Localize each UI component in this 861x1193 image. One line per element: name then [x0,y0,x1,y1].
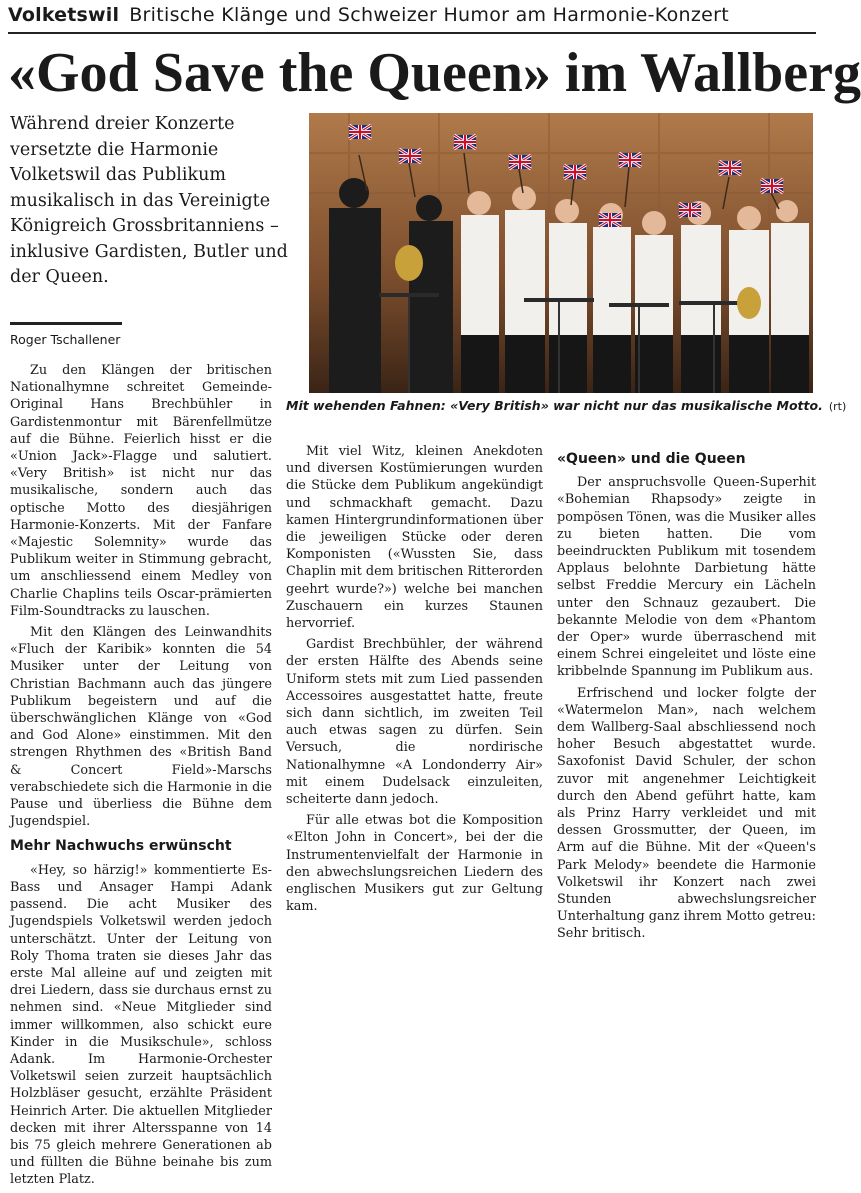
body-paragraph: Gardist Brechbühler, der während der ersten Hälfte des Abends seine Uniform stets mit zum Lied passenden Accessoires ausgestattet hatte, freute sich dann sichtlich, im zweiten Teil auch etwas sagen zu dürfen. Sein Versuch, die nordirische Nationalhymne «A Londonderry Air» mit einem Dudelsack einzuleiten, scheiterte dann jedoch. [286,637,543,808]
lead-paragraph: Während dreier Konzerte versetzte die Harmonie Volketswil das Publikum musikalisch in das Vereinigte Königreich Grossbritanniens – inklusive Gardisten, Butler und der Queen. [10,114,288,287]
caption-text: Mit wehenden Fahnen: «Very British» war nicht nur das musikalische Motto. [286,398,823,413]
author-byline: Roger Tschallener [10,332,121,347]
body-paragraph: Der anspruchsvolle Queen-Superhit «Bohemian Rhapsody» zeigte in pompösen Tönen, was die Musiker alles zu bieten hatten. Die vom beeindruckten Publikum mit tosendem Applaus belohnte Darbietung hätte selbst Freddie Mercury ein Lächeln unter den Schnauz gezaubert. Die bekannte Melodie von dem «Phantom der Oper» wurde überraschend mit einem Schrei eingeleitet und löste eine kribbelnde Spannung im Publikum aus. [557,475,816,680]
location-label: Volketswil [8,4,120,26]
subheading: «Queen» und die Queen [557,451,746,467]
headline: «God Save the Queen» im Wallberg [8,42,861,104]
photo-credit: (rt) [828,400,847,413]
kicker-subtitle: Britische Klänge und Schweizer Humor am Harmonie-Konzert [129,4,729,26]
concert-photo [309,113,813,393]
body-paragraph: Mit den Klängen des Leinwandhits «Fluch der Karibik» konnten die 54 Musiker unter der Leitung von Christian Bachmann auch das jüngere Publikum begeistern und auf die überschwänglichen Klänge von «God and God Alone» einstimmen. Mit den strengen Rhythmen des «British Band & Concert Field»-Marschs verabschiedete sich die Harmonie in die Pause und überliess die Bühne dem Jugendspiel. [10,625,272,830]
photo-caption [286,398,847,413]
body-paragraph: Erfrischend und locker folgte der «Watermelon Man», nach welchem dem Wallberg-Saal abschliessend noch hoher Besuch abgestattet wurde. Saxofonist David Schuler, der schon zuvor mit angenehmer Leichtigkeit durch den Abend geführt hatte, kam als Prinz Harry verkleidet und mit dessen Grossmutter, der Queen, im Arm auf die Bühne. Mit der «Queen's Park Melody» beendete die Harmonie Volketswil ihr Konzert nach zwei Stunden abwechslungsreicher Unterhaltung ganz ihrem Motto getreu: Sehr britisch. [557,685,816,942]
section-header [8,4,816,34]
body-paragraph: «Hey, so härzig!» kommentierte Es-Bass und Ansager Hampi Adank passend. Die acht Musiker des Jugendspiels Volketswil werden jedoch unterschätzt. Unter der Leitung von Roly Thoma traten sie dieses Jahr das erste Mal alleine auf und zeigten mit drei Liedern, dass sie durchaus ernst zu nehmen sind. «Neue Mitglieder sind immer willkommen, also schickt eure Kinder in die Musikschule», schloss Adank. Im Harmonie-Orchester Volketswil seien zurzeit hauptsächlich Holzbläser gesucht, erzählte Präsident Heinrich Arter. Die aktuellen Mitglieder decken mit ihrer Altersspanne von 14 bis 75 gleich mehrere Generationen ab und füllten die Bühne beinahe bis zum letzten Platz. [10,862,272,1188]
article-column-2 [286,443,543,919]
body-paragraph: Mit viel Witz, kleinen Anekdoten und diversen Kostümierungen wurden die Stücke dem Publikum angekündigt und schmackhaft gemacht. Dazu kamen Hintergrundinformationen über die jeweiligen Stücke oder deren Komponisten («Wussten Sie, dass Chaplin mit dem britischen Ritterorden geehrt wurde?») welche bei manchen Zuschauern ein kurzes Staunen hervorrief. [286,444,543,632]
body-paragraph: Zu den Klängen der britischen Nationalhymne schreitet Gemeinde-Original Hans Brechbühler in Gardistenmontur mit Bärenfellmütze auf die Bühne. Feierlich hisst er die «Union Jack»-Flagge und salutiert. «Very British» ist nicht nur das musikalische, sondern auch das optische Motto des diesjährigen Harmonie-Konzerts. Mit der Fanfare «Majestic Solemnity» wurde das Publikum weiter in Stimmung gebracht, um anschliessend einem Medley von Charlie Chaplins teils Oscar-prämierten Film-Soundtracks zu lauschen. [10,363,272,619]
article-column-3 [557,443,816,947]
subheading: Mehr Nachwuchs erwünscht [10,838,232,855]
article-column-1 [10,362,272,1193]
body-paragraph: Für alle etwas bot die Komposition «Elton John in Concert», bei der die Instrumentenvielfalt der Harmonie in den abwechslungsreichen Liedern des englischen Musikers gut zur Geltung kam. [286,813,543,915]
author-rule [10,322,122,325]
